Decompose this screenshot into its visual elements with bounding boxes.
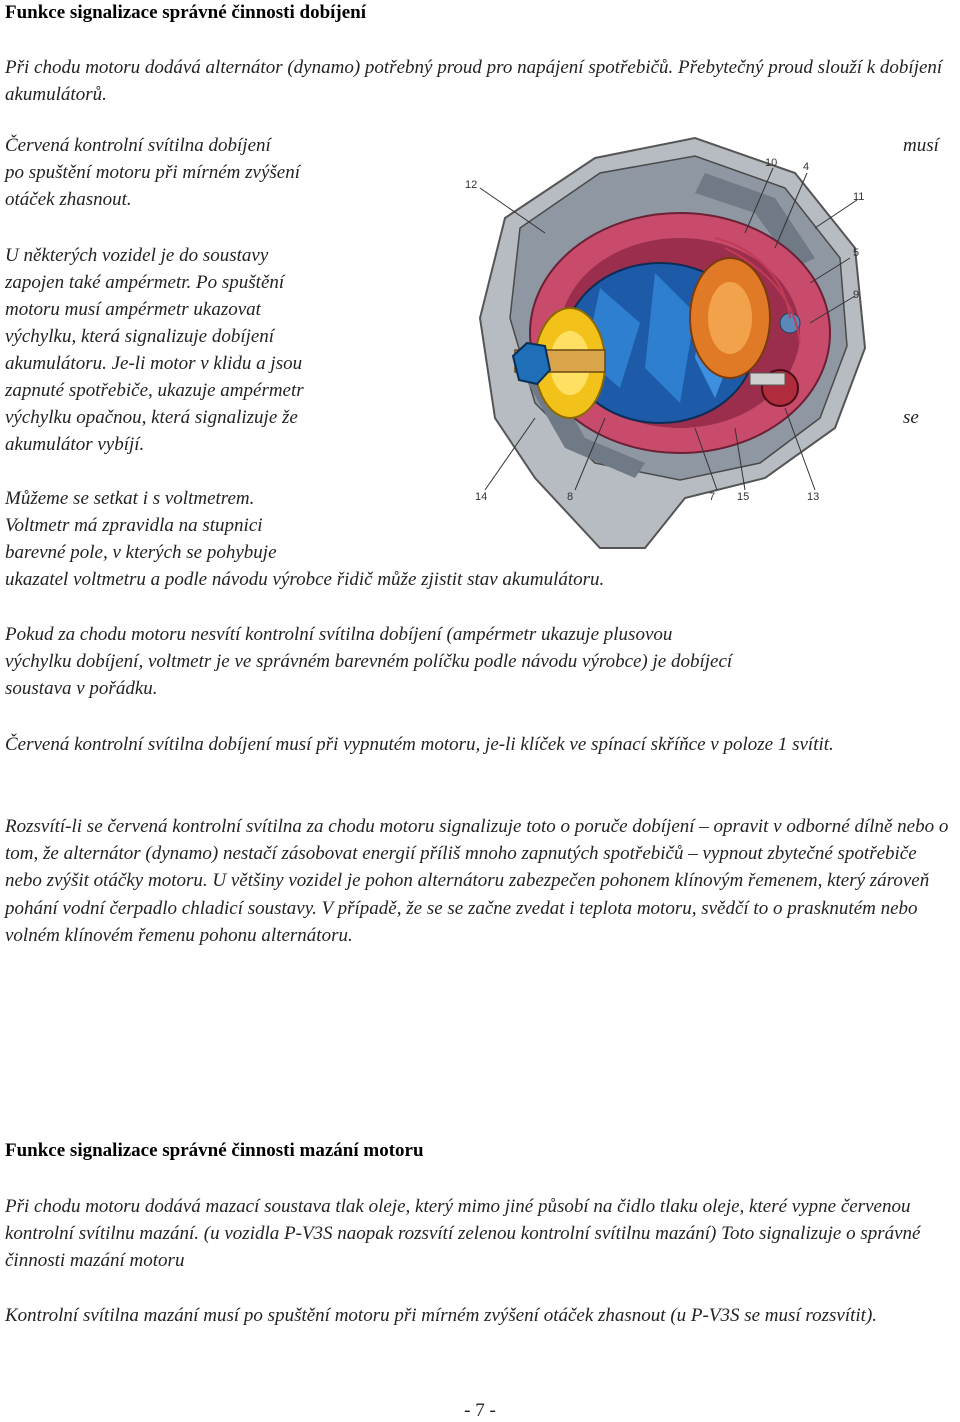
right-word-musi: musí	[903, 135, 939, 156]
figure-label: 10	[765, 157, 778, 169]
figure-label: 9	[853, 289, 860, 301]
left-line-8: akumulátoru. Je-li motor v klidu a jsou	[5, 353, 303, 374]
figure-label: 5	[853, 247, 860, 259]
left-line-2: po spuštění motoru při mírném zvýšení	[5, 162, 301, 183]
left-line-12: Můžeme se setkat i s voltmetrem.	[5, 488, 255, 509]
section-heading-lubrication: Funkce signalizace správné činnosti mazání motoru	[5, 1140, 424, 1161]
intro-paragraph: Při chodu motoru dodává alternátor (dynamo) potřebný proud pro napájení spotřebičů. Přebytečný proud slouží k dobíjení akumulátorů.	[5, 57, 943, 106]
figure-label: 12	[465, 179, 478, 191]
paragraph-cervena: Červená kontrolní svítilna dobíjení musí při vypnutém motoru, je-li klíček ve spínací skříňce v poloze 1 svítit.	[5, 734, 834, 755]
alternator-illustration	[395, 118, 895, 558]
figure-label: 14	[475, 491, 488, 503]
left-line-5: zapojen také ampérmetr. Po spuštění	[5, 272, 285, 293]
left-line-9: zapnuté spotřebiče, ukazuje ampérmetr	[5, 380, 304, 401]
paragraph-rozsviti: Rozsvítí-li se červená kontrolní svítilna za chodu motoru signalizuje toto o poruče dobíjení – opravit v odborné dílně nebo o tom, že alternátor (dynamo) nestačí zásobovat energií příliš mnoho zapnutých spotřebičů – vypnout zbytečné spotřebiče nebo zvýšit otáčky motoru. U většiny vozidel je pohon alternátoru zabezpečen pohonem klínovým řemenem, který zároveň pohání vodní čerpadlo chladicí soustavy. V případě, že se se začne zvedat i teplota motoru, svědčí to o prasknutém nebo volném klínovém řemenu pohonu alternátoru.	[5, 816, 949, 946]
figure-label: 7	[709, 491, 716, 503]
page-number: - 7 -	[464, 1400, 496, 1421]
paragraph-lubrication-1: Při chodu motoru dodává mazací soustava tlak oleje, který mimo jiné působí na čidlo tlaku oleje, které vypne červenou kontrolní svítilnu mazání. (u vozidla P-V3S naopak rozsvítí zelenou kontrolní svítilnu mazání) Toto signalizuje o správné činnosti mazání motoru	[5, 1196, 921, 1272]
left-line-3: otáček zhasnout.	[5, 189, 132, 210]
paragraph-pokud: Pokud za chodu motoru nesvítí kontrolní svítilna dobíjení (ampérmetr ukazuje plusovou výchylku dobíjení, voltmetr je ve správném barevném políčku podle návodu výrobce) je dobíjecí soustava v pořádku.	[5, 624, 733, 700]
left-line-15: ukazatel voltmetru a podle návodu výrobce řidič může zjistit stav akumulátoru.	[5, 569, 605, 590]
left-line-1: Červená kontrolní svítilna dobíjení	[5, 135, 271, 156]
figure-label: 15	[737, 491, 750, 503]
paragraph-lubrication-2: Kontrolní svítilna mazání musí po spuštění motoru při mírném zvýšení otáček zhasnout (u P-V3S se musí rozsvítit).	[5, 1305, 878, 1326]
left-line-14: barevné pole, v kterých se pohybuje	[5, 542, 277, 563]
left-line-7: výchylku, která signalizuje dobíjení	[5, 326, 275, 347]
left-line-10: výchylku opačnou, která signalizuje že	[5, 407, 298, 428]
figure-label: 4	[803, 161, 810, 173]
left-line-13: Voltmetr má zpravidla na stupnici	[5, 515, 263, 536]
figure-label: 13	[807, 491, 820, 503]
figure-label: 11	[853, 191, 865, 203]
left-line-11: akumulátor vybíjí.	[5, 434, 145, 455]
left-line-6: motoru musí ampérmetr ukazovat	[5, 299, 261, 320]
left-line-4: U některých vozidel je do soustavy	[5, 245, 269, 266]
right-word-se: se	[903, 407, 919, 428]
section-heading-charging: Funkce signalizace správné činnosti dobíjení	[5, 2, 367, 23]
figure-label: 8	[567, 491, 574, 503]
